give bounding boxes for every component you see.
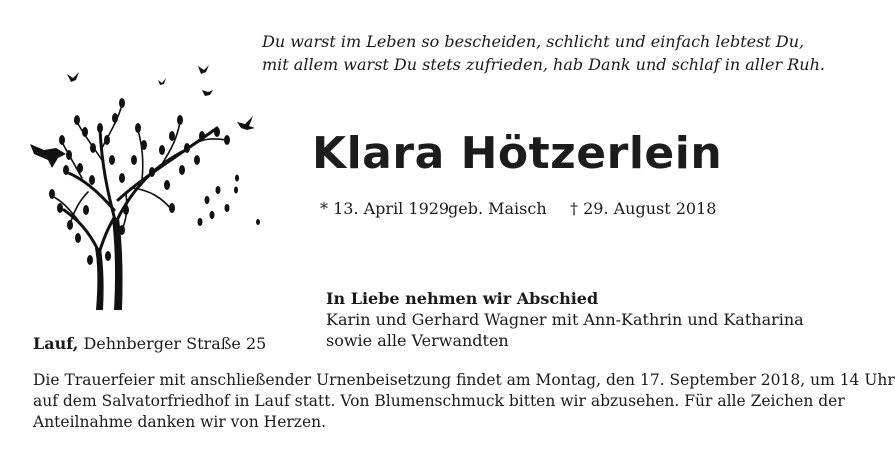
funeral-notice <box>33 370 895 433</box>
maiden-name: geb. Maisch <box>448 199 547 218</box>
tree-with-birds-icon <box>22 60 272 315</box>
mourners-line-1: Karin und Gerhard Wagner mit Ann-Kathrin und Katharina <box>326 310 804 329</box>
funeral-line-1: Die Trauerfeier mit anschließender Urnenbeisetzung findet am Montag, den 17. September 2018, um 14 Uhr <box>33 371 895 389</box>
poem-line-1: Du warst im Leben so bescheiden, schlicht und einfach lebtest Du, <box>262 32 805 51</box>
address-street: Dehnberger Straße 25 <box>83 334 267 353</box>
life-dates <box>320 199 716 218</box>
poem-line-2: mit allem warst Du stets zufrieden, hab Dank und schlaf in aller Ruh. <box>262 55 825 74</box>
funeral-line-3: Anteilnahme danken wir von Herzen. <box>33 413 327 431</box>
deceased-name: Klara Hötzerlein <box>312 128 723 179</box>
mourners-block <box>326 288 804 351</box>
funeral-line-2: auf dem Salvatorfriedhof in Lauf statt. Von Blumenschmuck bitten wir abzusehen. Für alle Zeichen der <box>33 392 845 410</box>
mourners-line-2: sowie alle Verwandten <box>326 331 509 350</box>
address-city: Lauf, <box>33 334 79 353</box>
memorial-poem <box>262 30 825 76</box>
farewell-heading: In Liebe nehmen wir Abschied <box>326 289 599 308</box>
birth-date: * 13. April 1929 <box>320 199 450 218</box>
death-date: † 29. August 2018 <box>570 199 717 218</box>
family-address <box>33 334 266 353</box>
